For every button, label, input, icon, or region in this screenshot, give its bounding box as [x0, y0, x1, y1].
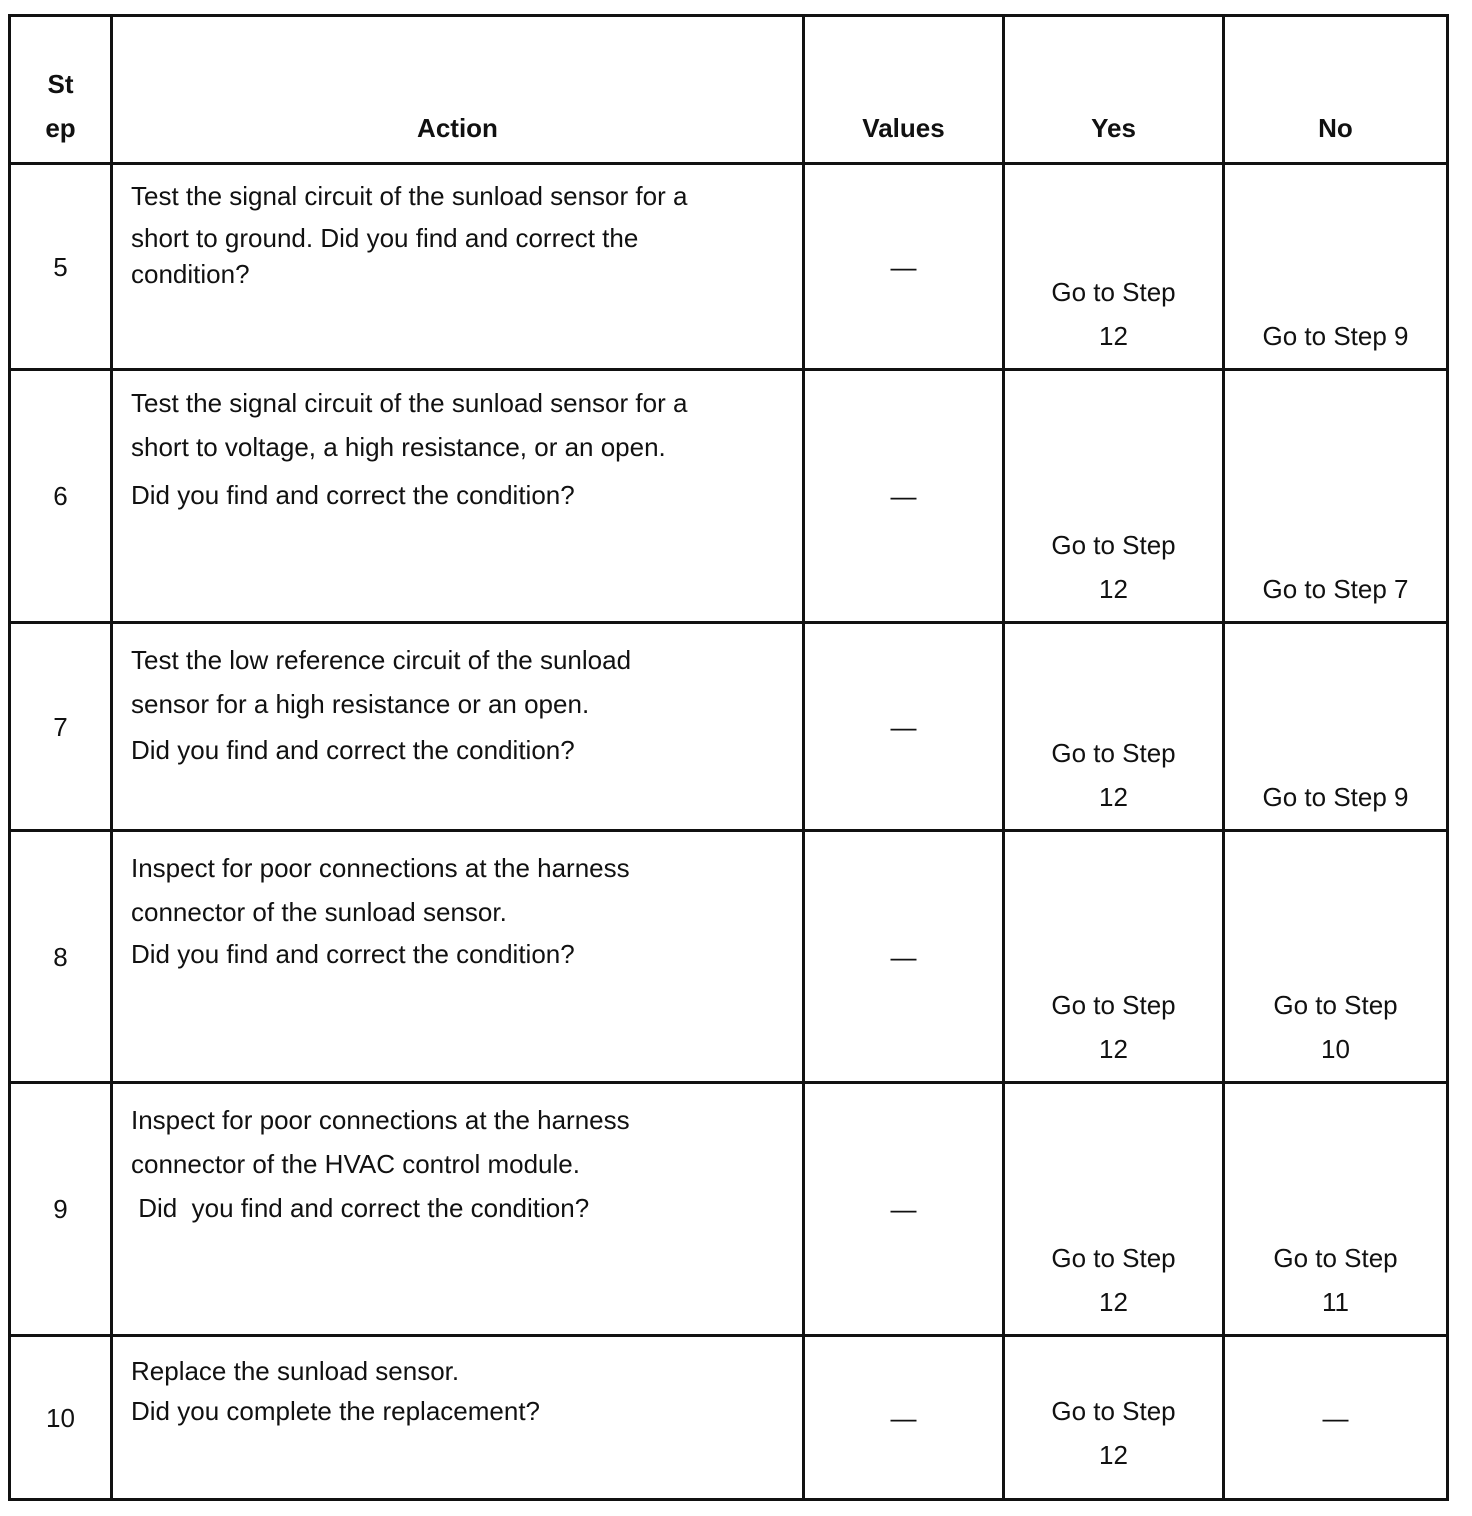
action-cell: Replace the sunload sensor. Did you complete the replacement?: [112, 1336, 804, 1500]
values-cell: —: [804, 623, 1004, 831]
table-row: [10, 370, 1448, 623]
action-cell: Test the signal circuit of the sunload sensor for a short to ground. Did you find and correct the condition?: [112, 164, 804, 370]
no-cell: Go to Step 10: [1224, 831, 1448, 1083]
action-cell: Inspect for poor connections at the harness connector of the sunload sensor. Did you find and correct the condition?: [112, 831, 804, 1083]
step-number: 10: [10, 1336, 112, 1500]
header-action: Action: [112, 16, 804, 164]
values-cell: —: [804, 370, 1004, 623]
header-step: St ep: [10, 16, 112, 164]
values-cell: —: [804, 164, 1004, 370]
step-number: 7: [10, 623, 112, 831]
yes-cell: Go to Step 12: [1004, 164, 1224, 370]
action-cell: Inspect for poor connections at the harness connector of the HVAC control module. Did you find and correct the condition?: [112, 1083, 804, 1336]
header-row: [10, 16, 1448, 164]
no-cell: Go to Step 7: [1224, 370, 1448, 623]
table-row: [10, 1336, 1448, 1500]
no-cell: —: [1224, 1336, 1448, 1500]
action-cell: Test the low reference circuit of the sunload sensor for a high resistance or an open. Did you find and correct the condition?: [112, 623, 804, 831]
values-cell: —: [804, 1336, 1004, 1500]
diagnostic-table: [8, 14, 1449, 1501]
step-number: 8: [10, 831, 112, 1083]
action-cell: Test the signal circuit of the sunload sensor for a short to voltage, a high resistance, or an open. Did you find and correct the condition?: [112, 370, 804, 623]
header-yes: Yes: [1004, 16, 1224, 164]
step-number: 6: [10, 370, 112, 623]
yes-cell: Go to Step 12: [1004, 623, 1224, 831]
header-values: Values: [804, 16, 1004, 164]
values-cell: —: [804, 831, 1004, 1083]
table-row: [10, 164, 1448, 370]
yes-cell: Go to Step 12: [1004, 1336, 1224, 1500]
yes-cell: Go to Step 12: [1004, 831, 1224, 1083]
step-number: 5: [10, 164, 112, 370]
no-cell: Go to Step 11: [1224, 1083, 1448, 1336]
no-cell: Go to Step 9: [1224, 623, 1448, 831]
header-no: No: [1224, 16, 1448, 164]
table-row: [10, 623, 1448, 831]
table-row: [10, 831, 1448, 1083]
step-number: 9: [10, 1083, 112, 1336]
values-cell: —: [804, 1083, 1004, 1336]
no-cell: Go to Step 9: [1224, 164, 1448, 370]
yes-cell: Go to Step 12: [1004, 370, 1224, 623]
table-row: [10, 1083, 1448, 1336]
yes-cell: Go to Step 12: [1004, 1083, 1224, 1336]
